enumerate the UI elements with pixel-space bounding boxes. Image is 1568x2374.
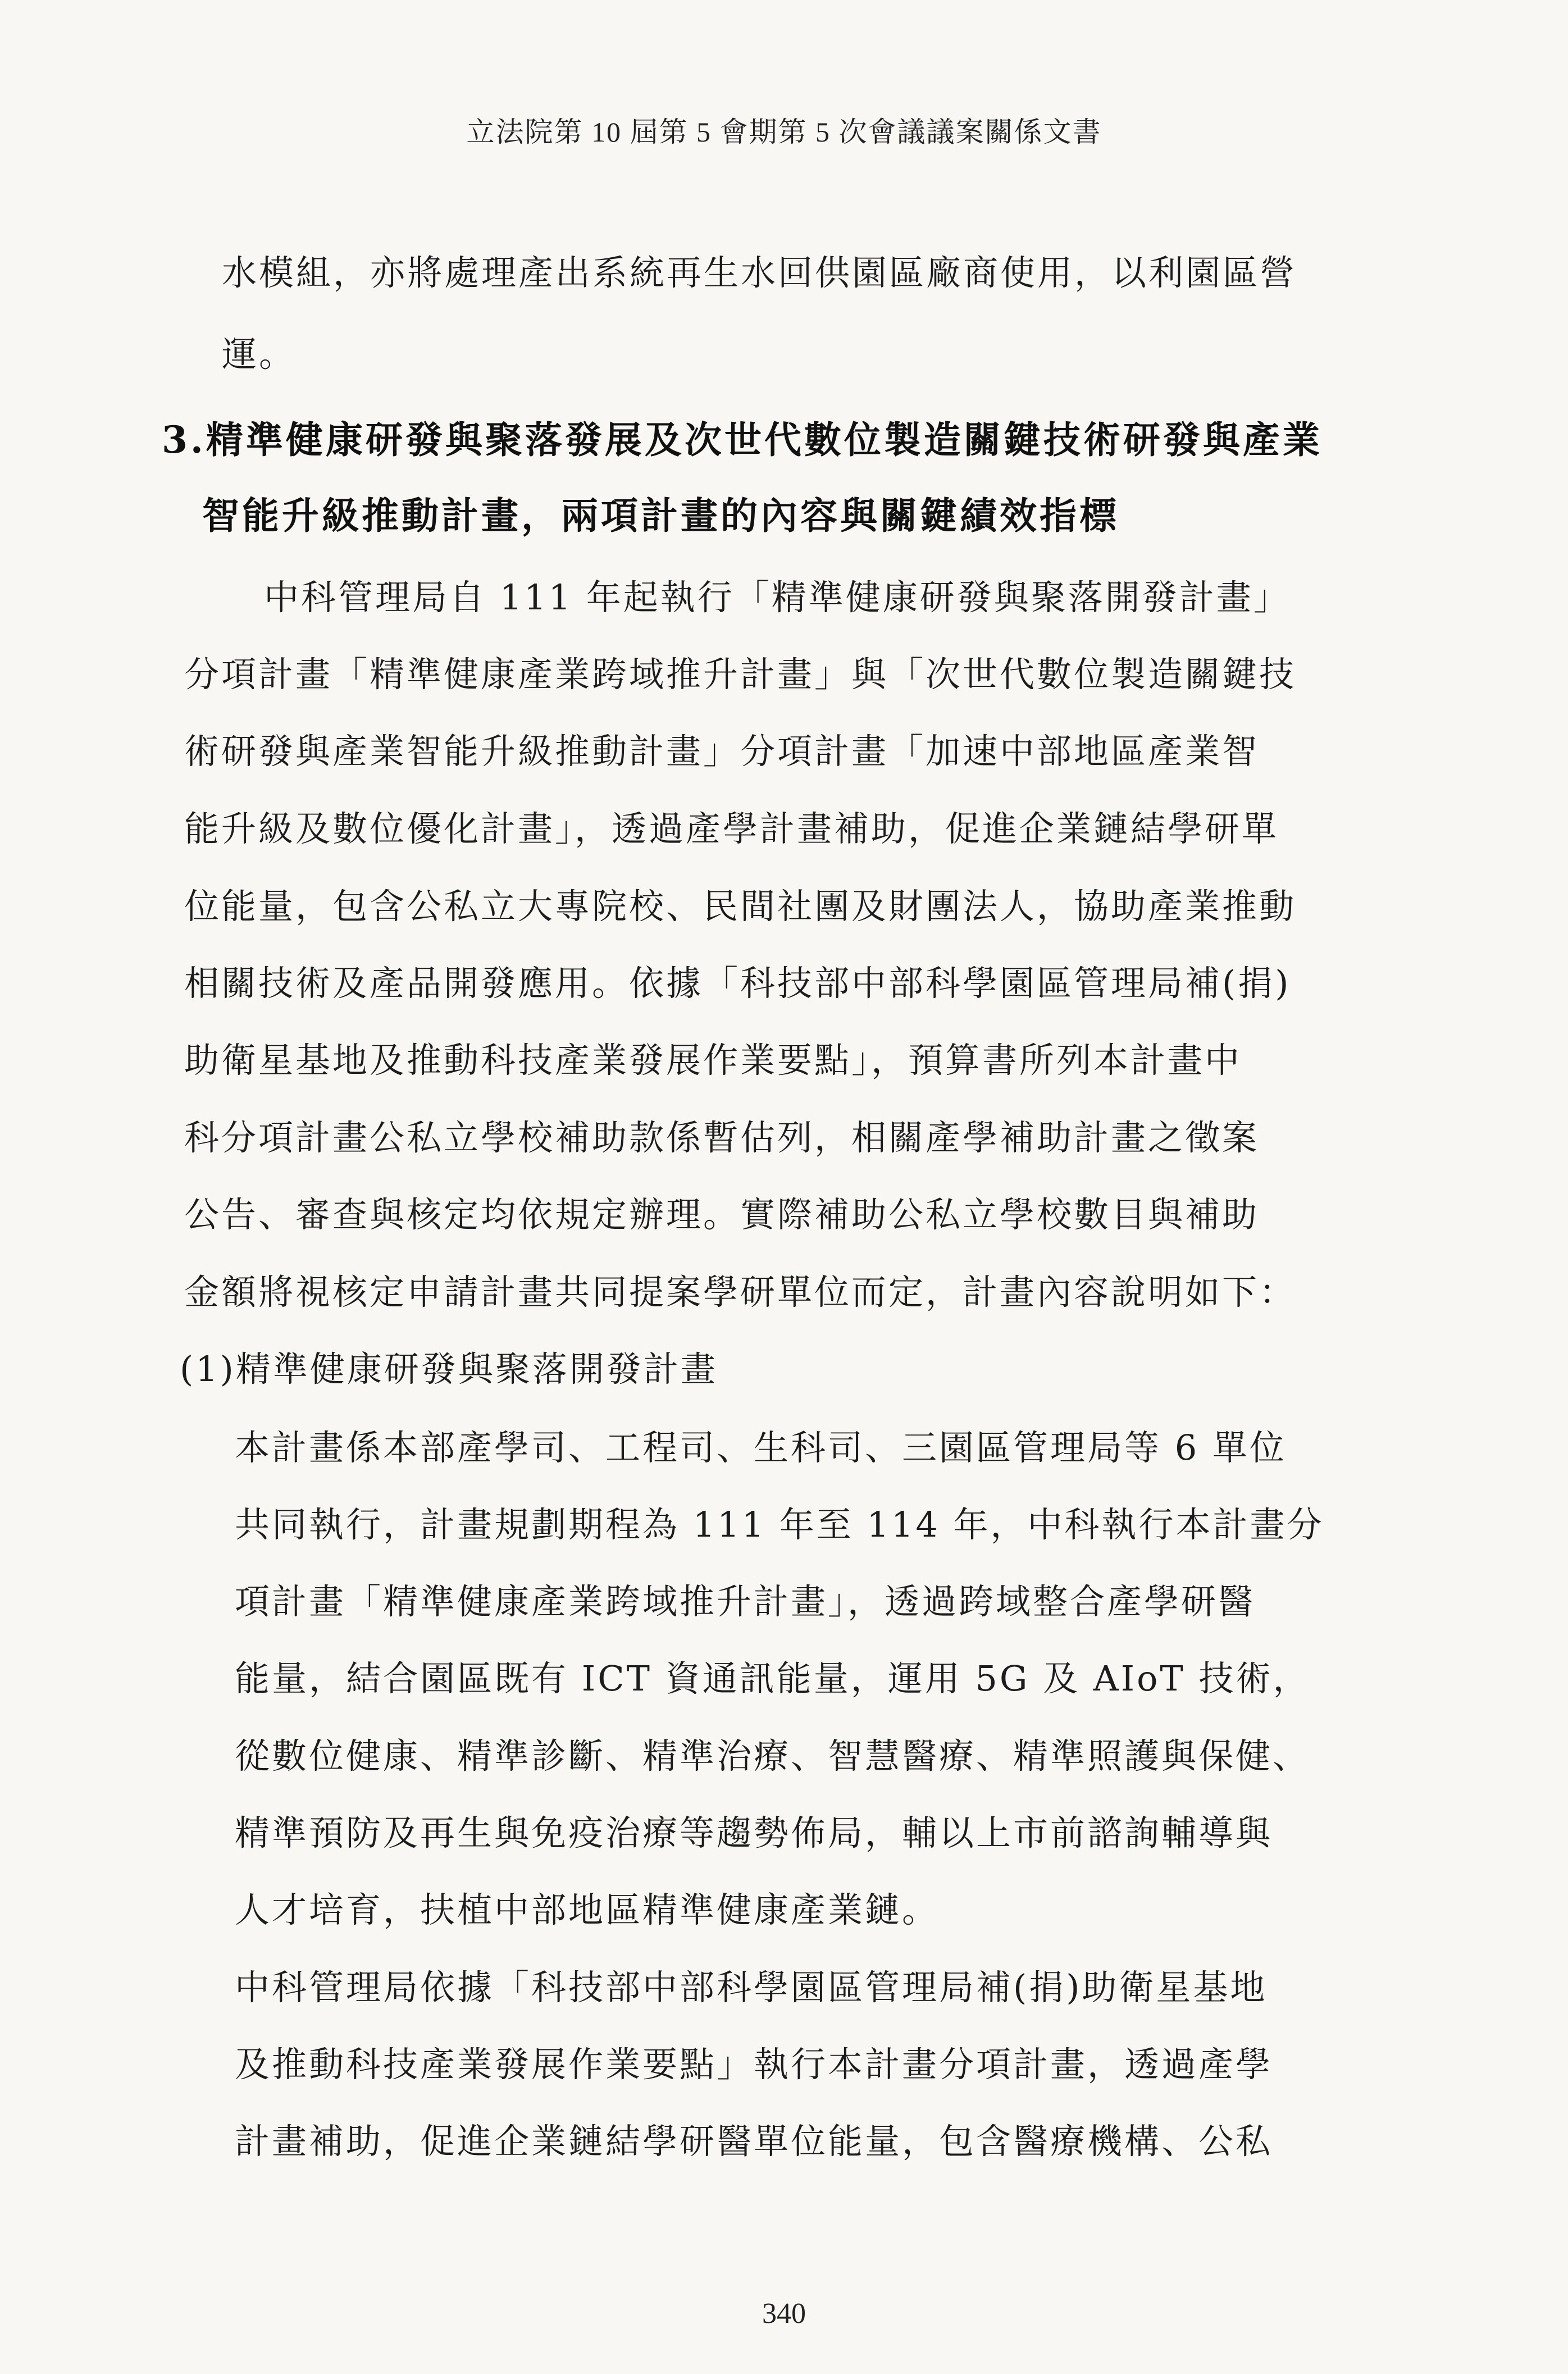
body-line: 中科管理局依據「科技部中部科學園區管理局補(捐)助衛星基地 xyxy=(235,1967,1268,2008)
body-line: 能量，結合園區既有 ICT 資通訊能量，運用 5G 及 AIoT 技術， xyxy=(235,1658,1310,1699)
body-line: 精準預防及再生與免疫治療等趨勢佈局，輔以上市前諮詢輔導與 xyxy=(235,1812,1273,1853)
section-heading: 3.精準健康研發與聚落發展及次世代數位製造關鍵技術研發與產業 xyxy=(162,418,1323,462)
body-line: 計畫補助，促進企業鏈結學研醫單位能量，包含醫療機構、公私 xyxy=(235,2121,1273,2162)
body-line: 助衛星基地及推動科技產業發展作業要點」，預算書所列本計畫中 xyxy=(184,1040,1242,1081)
section-heading: 智能升級推動計畫，兩項計畫的內容與關鍵績效指標 xyxy=(202,494,1119,537)
body-line: 中科管理局自 111 年起執行「精準健康研發與聚落開發計畫」 xyxy=(264,577,1291,618)
body-line: 分項計畫「精準健康產業跨域推升計畫」與「次世代數位製造關鍵技 xyxy=(184,654,1297,695)
body-line: 共同執行，計畫規劃期程為 111 年至 114 年，中科執行本計畫分 xyxy=(235,1504,1324,1545)
body-line: 金額將視核定申請計畫共同提案學研單位而定，計畫內容說明如下： xyxy=(184,1272,1297,1313)
page-number: 340 xyxy=(762,2298,806,2330)
body-line: 科分項計畫公私立學校補助款係暫估列，相關產學補助計畫之徵案 xyxy=(184,1117,1260,1158)
body-line: 相關技術及產品開發應用。依據「科技部中部科學園區管理局補(捐) xyxy=(184,963,1291,1004)
body-line: 及推動科技產業發展作業要點」執行本計畫分項計畫，透過產學 xyxy=(235,2044,1273,2085)
body-line: 術研發與產業智能升級推動計畫」分項計畫「加速中部地區產業智 xyxy=(184,731,1260,772)
body-line: 項計畫「精準健康產業跨域推升計畫」，透過跨域整合產學研醫 xyxy=(235,1581,1256,1622)
body-line: 水模組，亦將處理產出系統再生水回供園區廠商使用，以利園區營 xyxy=(222,252,1297,293)
body-line: 人才培育，扶植中部地區精準健康產業鏈。 xyxy=(235,1889,940,1930)
subsection-heading: (1)精準健康研發與聚落開發計畫 xyxy=(180,1348,718,1389)
body-line: 本計畫係本部產學司、工程司、生科司、三園區管理局等 6 單位 xyxy=(235,1427,1287,1468)
body-line: 運。 xyxy=(222,334,297,375)
body-line: 能升級及數位優化計畫」，透過產學計畫補助，促進企業鏈結學研單 xyxy=(184,808,1279,849)
body-line: 公告、審查與核定均依規定辦理。實際補助公私立學校數目與補助 xyxy=(184,1194,1260,1235)
body-line: 從數位健康、精準診斷、精準治療、智慧醫療、精準照護與保健、 xyxy=(235,1735,1310,1776)
page-header: 立法院第 10 屆第 5 會期第 5 次會議議案關係文書 xyxy=(466,116,1102,148)
body-line: 位能量，包含公私立大專院校、民間社團及財團法人，協助產業推動 xyxy=(184,886,1297,927)
